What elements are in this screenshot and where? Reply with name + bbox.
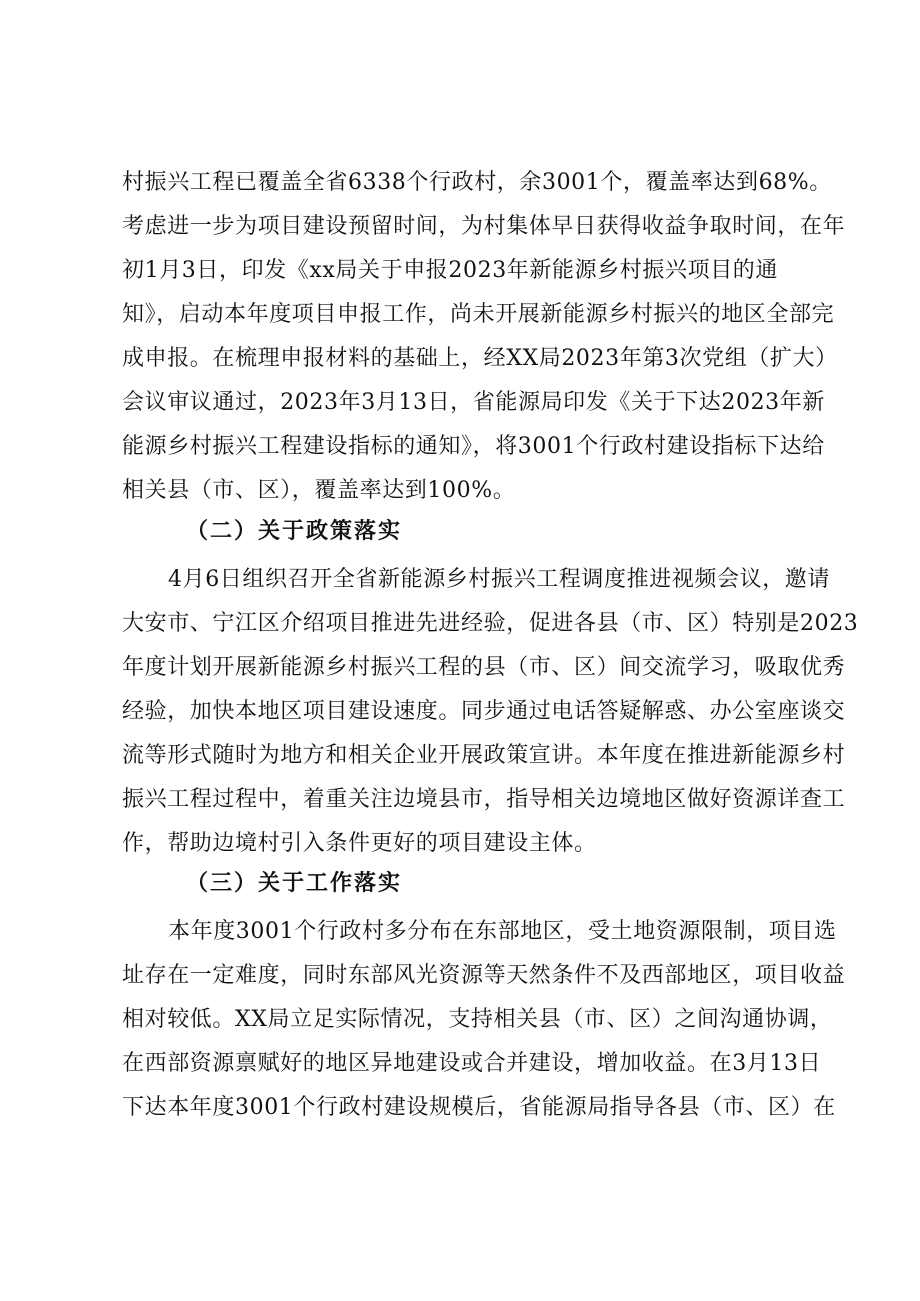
paragraph-2-line-3: 年度计划开展新能源乡村振兴工程的县（市、区）间交流学习，吸取优秀 <box>122 655 846 680</box>
paragraph-2-line-4: 经验，加快本地区项目建设速度。同步通过电话答疑解惑、办公室座谈交 <box>122 699 846 724</box>
paragraph-1-line-5: 成申报。在梳理申报材料的基础上，经XX局2023年第3次党组（扩大） <box>122 346 838 371</box>
paragraph-2-line-6: 振兴工程过程中，着重关注边境县市，指导相关边境地区做好资源详查工 <box>122 787 846 812</box>
section-heading-work: （三）关于工作落实 <box>186 870 403 896</box>
paragraph-2-line-2: 大安市、宁江区介绍项目推进先进经验，促进各县（市、区）特别是2023 <box>122 611 859 636</box>
paragraph-3-line-2: 址存在一定难度，同时东部风光资源等天然条件不及西部地区，项目收益 <box>122 963 846 988</box>
paragraph-1-line-8: 相关县（市、区），覆盖率达到100%。 <box>122 478 516 503</box>
paragraph-3-line-1: 本年度3001个行政村多分布在东部地区，受土地资源限制，项目选 <box>168 919 837 944</box>
paragraph-1-line-3: 初1月3日，印发《xx局关于申报2023年新能源乡村振兴项目的通 <box>122 258 778 283</box>
paragraph-1-line-2: 考虑进一步为项目建设预留时间，为村集体早日获得收益争取时间，在年 <box>122 214 846 239</box>
paragraph-3-line-4: 在西部资源禀赋好的地区异地建设或合并建设，增加收益。在3月13日 <box>122 1051 822 1076</box>
section-heading-policy: （二）关于政策落实 <box>186 518 403 544</box>
paragraph-3-line-5: 下达本年度3001个行政村建设规模后，省能源局指导各县（市、区）在 <box>122 1095 836 1120</box>
paragraph-1-line-7: 能源乡村振兴工程建设指标的通知》，将3001个行政村建设指标下达给 <box>122 434 825 459</box>
paragraph-1-line-1: 村振兴工程已覆盖全省6338个行政村，余3001个，覆盖率达到68%。 <box>122 170 832 195</box>
paragraph-2-line-5: 流等形式随时为地方和相关企业开展政策宣讲。本年度在推进新能源乡村 <box>122 743 846 768</box>
paragraph-1-line-4: 知》，启动本年度项目申报工作，尚未开展新能源乡村振兴的地区全部完 <box>122 302 835 327</box>
paragraph-1-line-6: 会议审议通过，2023年3月13日，省能源局印发《关于下达2023年新 <box>122 390 825 415</box>
paragraph-2-line-1: 4月6日组织召开全省新能源乡村振兴工程调度推进视频会议，邀请 <box>168 567 830 592</box>
paragraph-2-line-7: 作，帮助边境村引入条件更好的项目建设主体。 <box>122 831 597 856</box>
paragraph-3-line-3: 相对较低。XX局立足实际情况，支持相关县（市、区）之间沟通协调， <box>122 1007 833 1032</box>
